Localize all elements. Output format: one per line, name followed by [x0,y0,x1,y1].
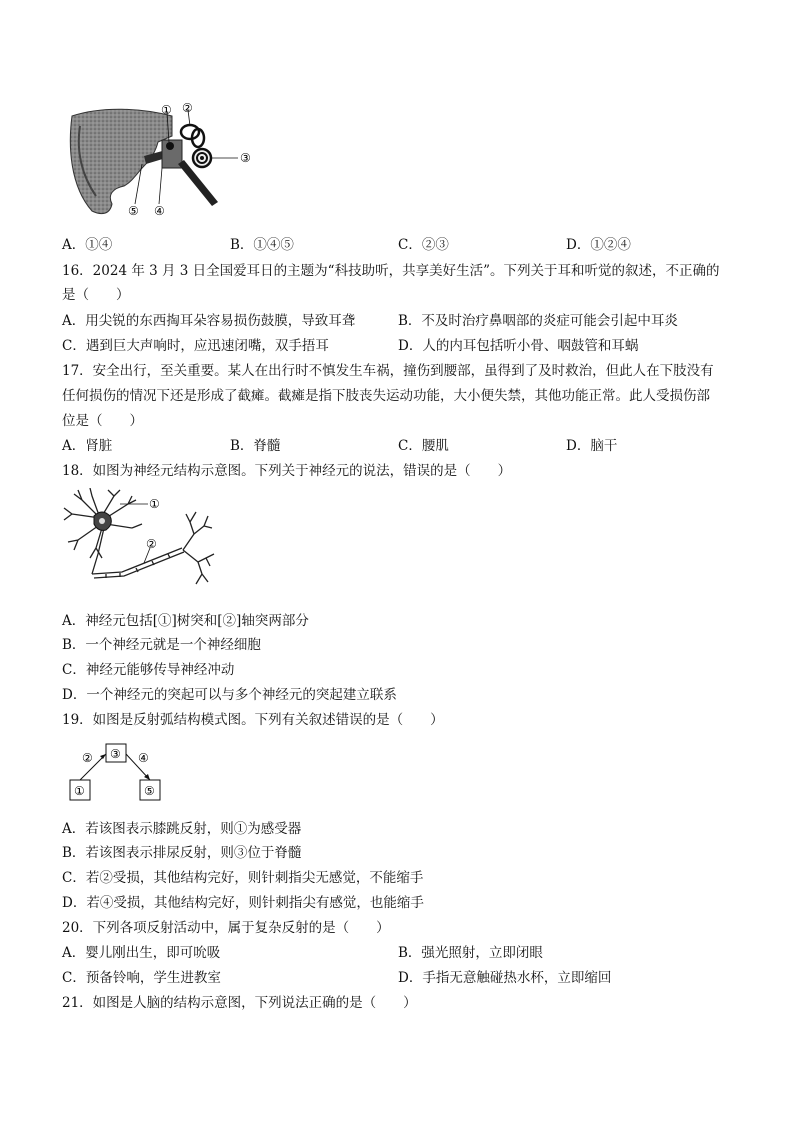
q16-stem-line1: 16．2024 年 3 月 3 日全国爱耳日的主题为“科技助听，共享美好生活”。下列关于耳和听觉的叙述，不正确的 [62,263,720,279]
q18-option-a: A．神经元包括[①]树突和[②]轴突两部分 [62,613,309,629]
q16-option-a: A．用尖锐的东西掏耳朵容易损伤鼓膜，导致耳聋 [62,313,356,329]
ear-label-5: ⑤ [128,204,139,218]
reflex-label-5: ⑤ [144,784,155,798]
reflex-label-4: ④ [138,751,149,765]
ear-label-4: ④ [154,204,165,218]
q17-stem-line2: 任何损伤的情况下还是形成了截瘫。截瘫是指下肢丧失运动功能，大小便失禁，其他功能正常。此人受损伤部 [62,388,710,404]
q20-option-b: B．强光照射，立即闭眼 [398,945,543,961]
q19-option-b: B．若该图表示排尿反射，则③位于脊髓 [62,845,302,861]
q20-option-d: D．手指无意触碰热水杯，立即缩回 [398,970,612,986]
q18-stem: 18．如图为神经元结构示意图。下列关于神经元的说法，错误的是（ ） [62,463,512,479]
neuron-label-1: ① [149,497,160,511]
q17-option-c: C．腰肌 [398,438,449,454]
q16-option-b: B．不及时治疗鼻咽部的炎症可能会引起中耳炎 [398,313,678,329]
neuron-label-2: ② [146,537,157,551]
q19-stem: 19．如图是反射弧结构模式图。下列有关叙述错误的是（ ） [62,712,444,728]
reflex-arc-figure [66,740,166,804]
q17-option-b: B．脊髓 [230,438,281,454]
q19-option-d: D．若④受损，其他结构完好，则针刺指尖有感觉，也能缩手 [62,895,424,911]
q16-option-d: D．人的内耳包括听小骨、咽鼓管和耳蜗 [398,338,639,354]
q15-option-d: D．①②④ [566,237,631,253]
ear-label-3: ③ [240,151,251,165]
q16-stem-line2: 是（ ） [62,287,130,303]
q21-stem: 21．如图是人脑的结构示意图，下列说法正确的是（ ） [62,995,417,1011]
q17-option-a: A．肾脏 [62,438,113,454]
reflex-label-2: ② [82,751,93,765]
q18-option-d: D．一个神经元的突起可以与多个神经元的突起建立联系 [62,687,397,703]
q15-option-b: B．①④⑤ [230,237,294,253]
reflex-label-1: ① [74,784,85,798]
q15-option-c: C．②③ [398,237,449,253]
q19-option-c: C．若②受损，其他结构完好，则针刺指尖无感觉，不能缩手 [62,870,424,886]
q18-option-c: C．神经元能够传导神经冲动 [62,662,235,678]
q17-stem-line3: 位是（ ） [62,413,143,429]
q19-option-a: A．若该图表示膝跳反射，则①为感受器 [62,821,302,837]
ear-label-1: ① [161,103,172,117]
q18-option-b: B．一个神经元就是一个神经细胞 [62,637,261,653]
q16-option-c: C．遇到巨大声响时，应迅速闭嘴，双手捂耳 [62,338,329,354]
reflex-label-3: ③ [110,747,121,761]
q17-option-d: D．脑干 [566,438,618,454]
ear-label-2: ② [182,101,193,115]
q20-option-c: C．预备铃响，学生进教室 [62,970,221,986]
neuron-structure-figure [62,488,222,598]
q20-stem: 20．下列各项反射活动中，属于复杂反射的是（ ） [62,920,390,936]
q20-option-a: A．婴儿刚出生，即可吮吸 [62,945,221,961]
q15-option-a: A．①④ [62,237,113,253]
ear-structure-figure [62,96,262,220]
q17-stem-line1: 17．安全出行，至关重要。某人在出行时不慎发生车祸，撞伤到腰部，虽得到了及时救治，但此人在下肢没有 [62,363,714,379]
